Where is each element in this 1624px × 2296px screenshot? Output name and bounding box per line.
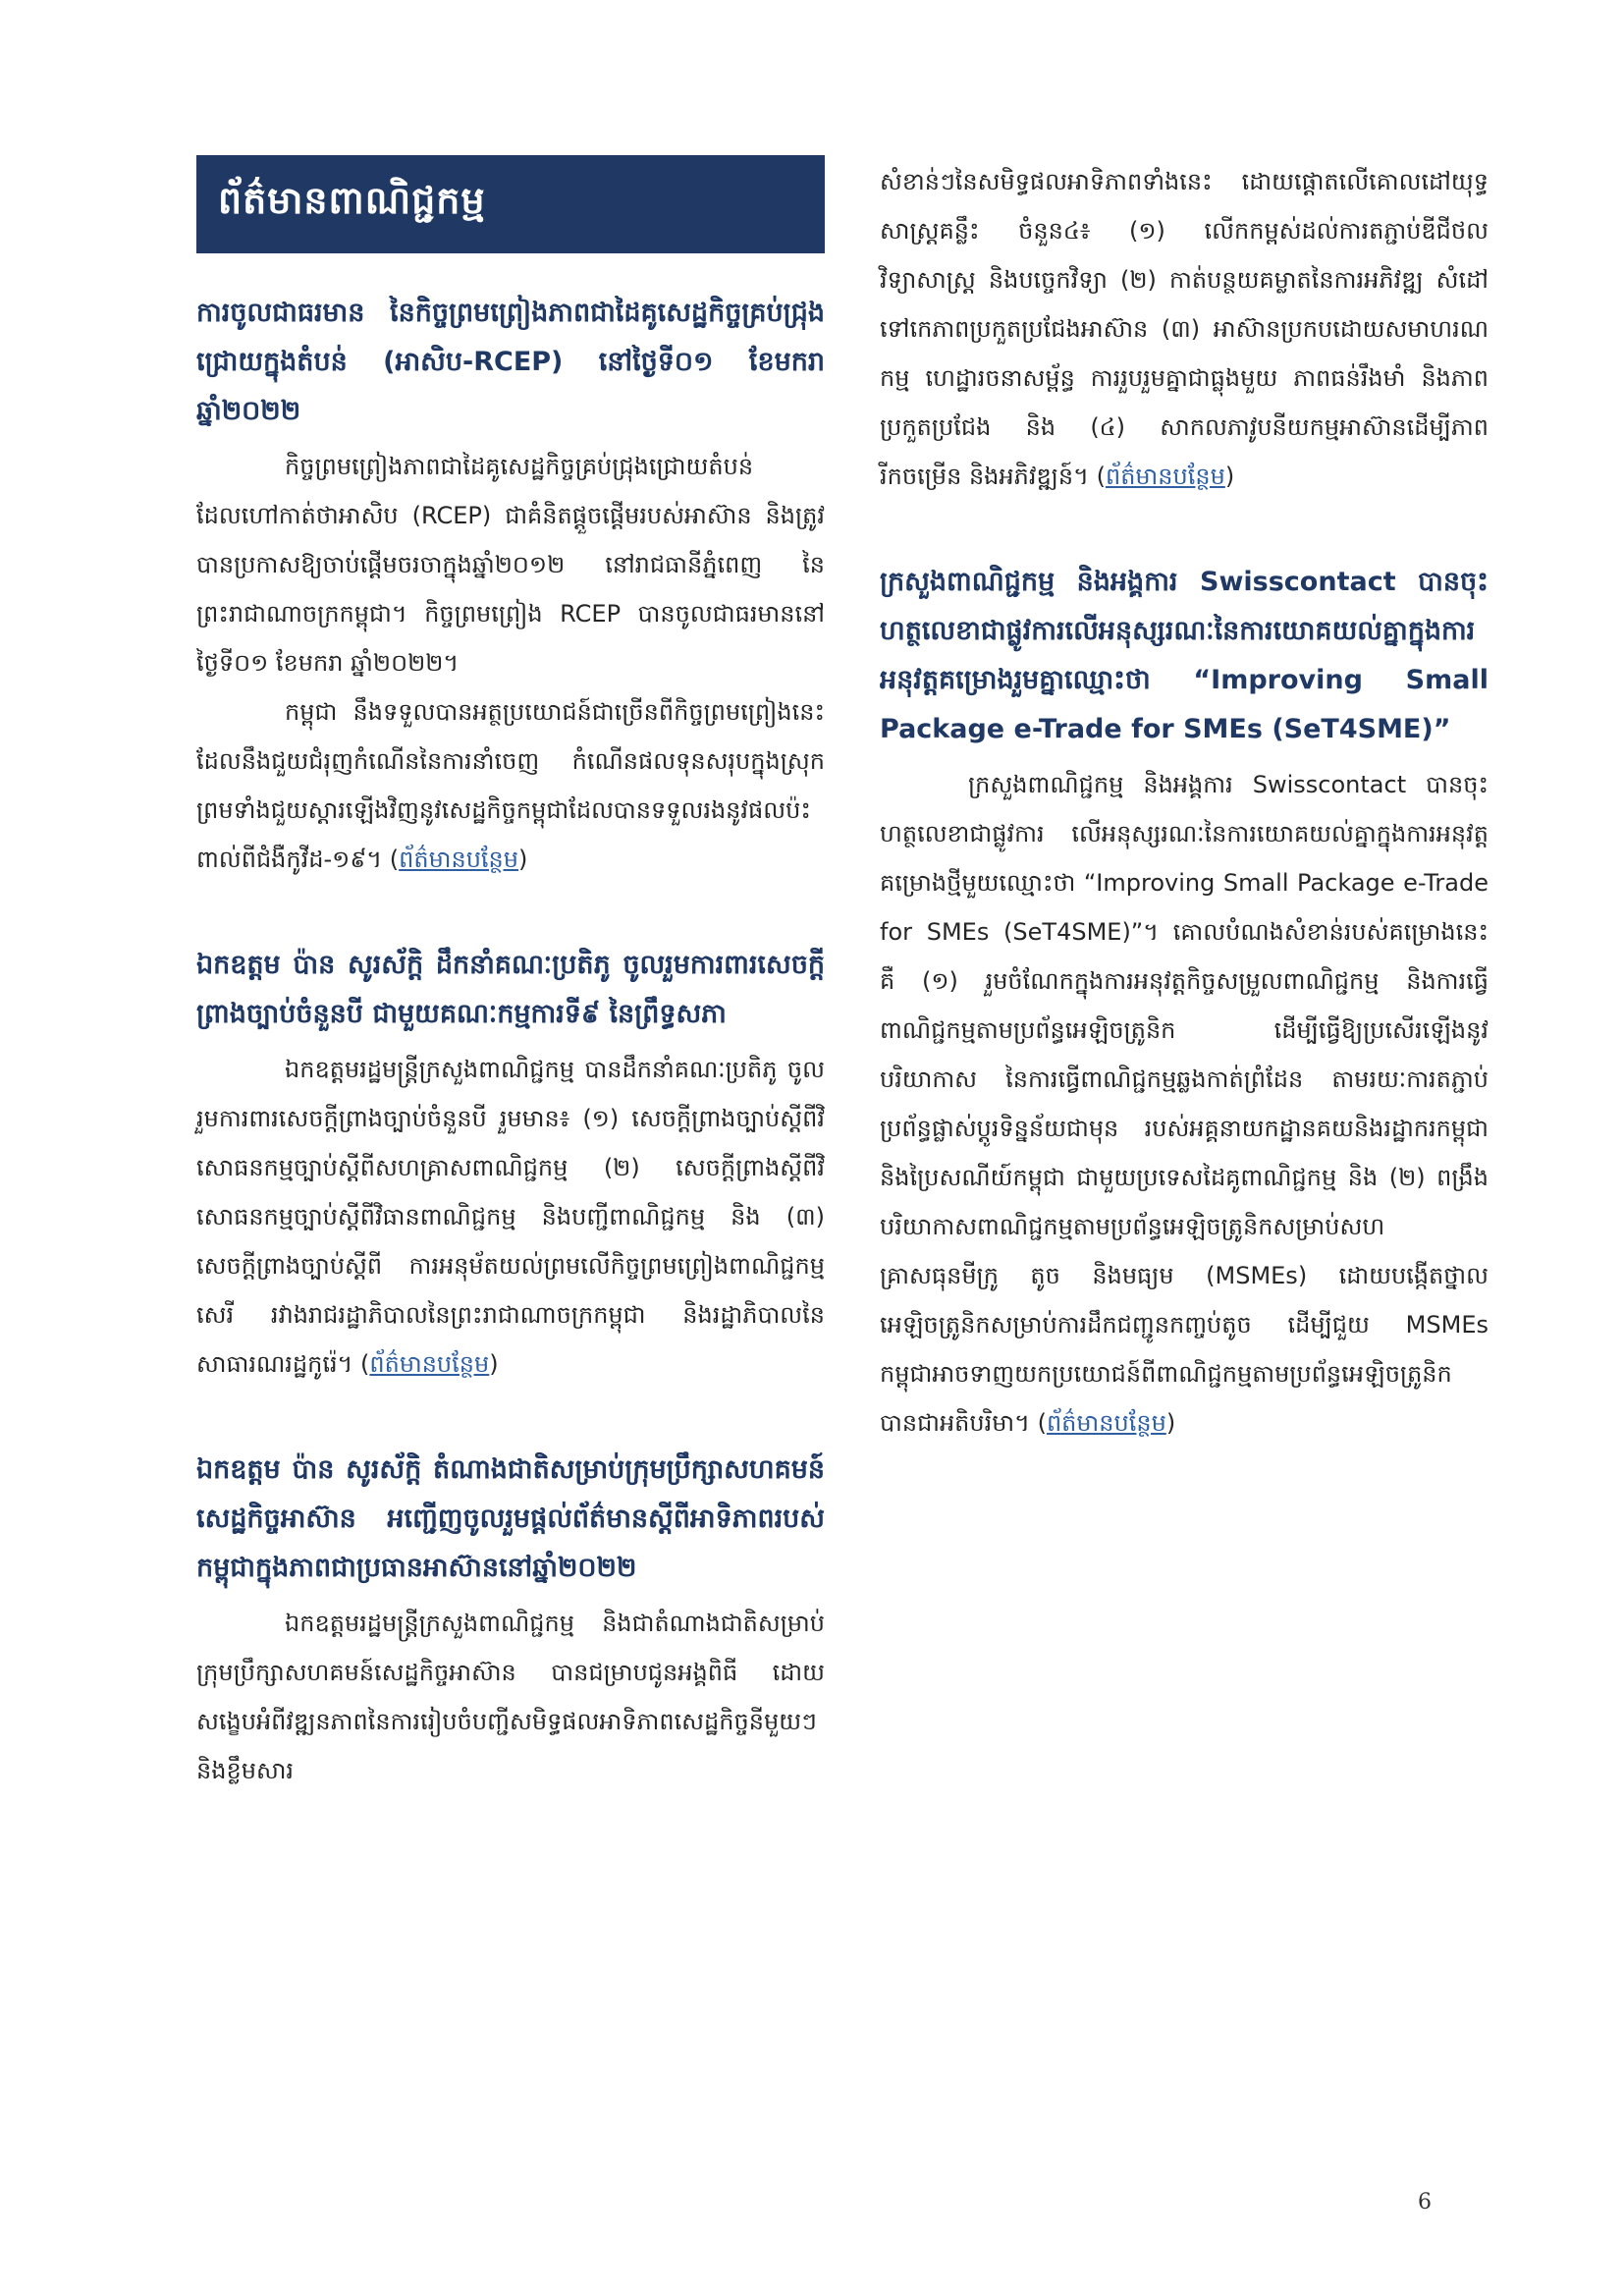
article-paragraph-text: កម្ពុជា នឹងទទួលបានអត្ថប្រយោជន៍ជាច្រើនពីកិច្ចព្រមព្រៀងនេះ ដែលនឹងជួយជំរុញកំណើននៃការនាំចេញ កំណើនផលទុនសរុបក្នុងស្រុក ព្រមទាំងជួយស្តារឡើងវិញនូវសេដ្ឋកិច្ចកម្ពុជាដែលបានទទួលរងនូវផលប៉ះពាល់ពីជំងឺកូវីដ-១៩។ [196,698,825,873]
more-info-link[interactable]: ព័ត៌មានបន្ថែម [1046,1409,1166,1437]
article-spacer [196,913,825,941]
article-headline: ឯកឧត្តម ប៉ាន សូរស័ក្តិ ដឹកនាំគណៈប្រតិភូ ចូលរួមការពារសេចក្តីព្រាងច្បាប់ចំនួនបី ជាមួយគណៈកម្មការទី៩ នៃព្រឹទ្ធសភា [196,950,825,1029]
article-asean-priorities-continued [880,157,1489,501]
more-info-link[interactable]: ព័ត៌មានបន្ថែម [399,846,519,873]
more-info-link[interactable]: ព័ត៌មានបន្ថែម [1105,463,1225,490]
right-column [880,157,1489,1477]
article-spacer [196,1418,825,1446]
article-asean-priorities [196,1446,825,1795]
article-headline: ការចូលជាធរមាន នៃកិច្ចព្រមព្រៀងភាពជាដៃគូសេដ្ឋកិច្ចគ្រប់ជ្រុងជ្រោយក្នុងតំបន់ (អាសិប-RCEP) នៅថ្ងៃទី០១ ខែមករា ឆ្នាំ២០២២ [196,298,825,426]
article-paragraph: ឯកឧត្តមរដ្ឋមន្ត្រីក្រសួងពាណិជ្ជកម្ម និងជាតំណាងជាតិសម្រាប់ក្រុមប្រឹក្សាសហគមន៍សេដ្ឋកិច្ចអាស៊ាន បានជម្រាបជូនអង្គពិធី ដោយសង្ខេបអំពីវឌ្ឍនភាពនៃការរៀបចំបញ្ជីសមិទ្ធផលអាទិភាពសេដ្ឋកិច្ចនីមួយៗ និងខ្លឹមសារ [196,1610,825,1784]
article-paragraph-text: ក្រសួងពាណិជ្ជកម្ម និងអង្គការ Swisscontact បានចុះហត្ថលេខាជាផ្លូវការ លើអនុស្សរណៈនៃការយោគយល់គ្នាក្នុងការអនុវត្តគម្រោងថ្មីមួយឈ្មោះថា “Improving Small Package e-Trade for SMEs (SeT4SME)”។ គោលបំណងសំខាន់របស់គម្រោងនេះ គឺ (១) រួមចំណែកក្នុងការអនុវត្តកិច្ចសម្រួលពាណិជ្ជកម្ម និងការធ្វើពាណិជ្ជកម្មតាមប្រព័ន្ធអេឡិចត្រូនិក ដើម្បីធ្វើឱ្យប្រសើរឡើងនូវបរិយាកាស នៃការធ្វើពាណិជ្ជកម្មឆ្លងកាត់ព្រំដែន តាមរយៈការតភ្ជាប់ប្រព័ន្ធផ្លាស់ប្តូរទិន្នន័យជាមុន របស់អគ្គនាយកដ្ឋានគយនិងរដ្ឋាករកម្ពុជា និងប្រៃសណីយ៍កម្ពុជា ជាមួយប្រទេសដៃគូពាណិជ្ជកម្ម និង (២) ពង្រឹងបរិយាកាសពាណិជ្ជកម្មតាមប្រព័ន្ធអេឡិចត្រូនិកសម្រាប់សហគ្រាសធុនមីក្រូ តូច និងមធ្យម (MSMEs) ដោយបង្កើតថ្នាលអេឡិចត្រូនិកសម្រាប់ការដឹកជញ្ជូនកញ្ចប់តូច ដើម្បីជួយ MSMEs កម្ពុជាអាចទាញយកប្រយោជន៍ពីពាណិជ្ជកម្មតាមប្រព័ន្ធអេឡិចត្រូនិកបានជាអតិបរិមា។ [880,771,1489,1437]
left-column [196,155,825,1825]
article-headline: ឯកឧត្តម ប៉ាន សូរស័ក្តិ តំណាងជាតិសម្រាប់ក្រុមប្រឹក្សាសហគមន៍សេដ្ឋកិច្ចអាស៊ាន អញ្ជើញចូលរួមផ្តល់ព័ត៌មានស្តីពីអាទិភាពរបស់កម្ពុជាក្នុងភាពជាប្រធានអាស៊ាននៅឆ្នាំ២០២២ [196,1454,825,1583]
more-info-link[interactable]: ព័ត៌មានបន្ថែម [369,1350,490,1378]
article-swisscontact [880,558,1489,1448]
article-rcep [196,289,825,884]
article-headline: ក្រសួងពាណិជ្ជកម្ម និងអង្គការ Swisscontact បានចុះហត្ថលេខាជាផ្លូវការលើអនុស្សរណៈនៃការយោគយល់គ្នាក្នុងការអនុវត្តគម្រោងរួមគ្នាឈ្មោះថា “Improving Small Package e-Trade for SMEs (SeT4SME)” [880,567,1489,744]
article-paragraph-with-link: កម្ពុជា នឹងទទួលបានអត្ថប្រយោជន៍ជាច្រើនពីកិច្ចព្រមព្រៀងនេះ ដែលនឹងជួយជំរុញកំណើននៃការនាំចេញ កំណើនផលទុនសរុបក្នុងស្រុក ព្រមទាំងជួយស្តារឡើងវិញនូវសេដ្ឋកិច្ចកម្ពុជាដែលបានទទួលរងនូវផលប៉ះពាល់ពីជំងឺកូវីដ-១៩។ (ព័ត៌មានបន្ថែម) [196,698,825,873]
article-senate-laws [196,941,825,1389]
page-number: 6 [1418,2190,1432,2214]
article-paragraph-with-link: សំខាន់ៗនៃសមិទ្ធផលអាទិភាពទាំងនេះ ដោយផ្តោតលើគោលដៅយុទ្ធសាស្ត្រគន្លឹះ ចំនួន៤៖ (១) លើកកម្ពស់ដល់ការតភ្ជាប់ឌីជីថល វិទ្យាសាស្ត្រ និងបច្ចេកវិទ្យា (២) កាត់បន្ថយគម្លាតនៃការអភិវឌ្ឍ សំដៅទៅកេភាពប្រកួតប្រជែងអាស៊ាន (៣) អាស៊ានប្រកបដោយសមាហរណកម្ម ហេដ្ឋារចនាសម្ព័ន្ធ ការរួបរួមគ្នាជាធ្លុងមួយ ភាពធន់រឹងមាំ និងភាពប្រកួតប្រជែង និង (៤) សាកលភាវូបនីយកម្មអាស៊ានដើម្បីភាពរីកចម្រើន និងអភិវឌ្ឍន៍។ (ព័ត៌មានបន្ថែម) [880,168,1489,490]
article-paragraph-with-link: ក្រសួងពាណិជ្ជកម្ម និងអង្គការ Swisscontact បានចុះហត្ថលេខាជាផ្លូវការ លើអនុស្សរណៈនៃការយោគយល់គ្នាក្នុងការអនុវត្តគម្រោងថ្មីមួយឈ្មោះថា “Improving Small Package e-Trade for SMEs (SeT4SME)”។ គោលបំណងសំខាន់របស់គម្រោងនេះ គឺ (១) រួមចំណែកក្នុងការអនុវត្តកិច្ចសម្រួលពាណិជ្ជកម្ម និងការធ្វើពាណិជ្ជកម្មតាមប្រព័ន្ធអេឡិចត្រូនិក ដើម្បីធ្វើឱ្យប្រសើរឡើងនូវបរិយាកាស នៃការធ្វើពាណិជ្ជកម្មឆ្លងកាត់ព្រំដែន តាមរយៈការតភ្ជាប់ប្រព័ន្ធផ្លាស់ប្តូរទិន្នន័យជាមុន របស់អគ្គនាយកដ្ឋានគយនិងរដ្ឋាករកម្ពុជា និងប្រៃសណីយ៍កម្ពុជា ជាមួយប្រទេសដៃគូពាណិជ្ជកម្ម និង (២) ពង្រឹងបរិយាកាសពាណិជ្ជកម្មតាមប្រព័ន្ធអេឡិចត្រូនិកសម្រាប់សហគ្រាសធុនមីក្រូ តូច និងមធ្យម (MSMEs) ដោយបង្កើតថ្នាលអេឡិចត្រូនិកសម្រាប់ការដឹកជញ្ជូនកញ្ចប់តូច ដើម្បីជួយ MSMEs កម្ពុជាអាចទាញយកប្រយោជន៍ពីពាណិជ្ជកម្មតាមប្រព័ន្ធអេឡិចត្រូនិកបានជាអតិបរិមា។ (ព័ត៌មានបន្ថែម) [880,771,1489,1437]
article-spacer [880,530,1489,558]
article-paragraph: កិច្ចព្រមព្រៀងភាពជាដៃគូសេដ្ឋកិច្ចគ្រប់ជ្រុងជ្រោយតំបន់ ដែលហៅកាត់ថាអាសិប (RCEP) ជាគំនិតផ្តួចផ្តើមរបស់អាស៊ាន និងត្រូវបានប្រកាសឱ្យចាប់ផ្តើមចរចាក្នុងឆ្នាំ២០១២ នៅរាជធានីភ្នំពេញ នៃព្រះរាជាណាចក្រកម្ពុជា។ កិច្ចព្រមព្រៀង RCEP បានចូលជាធរមាននៅថ្ងៃទី០១ ខែមករា ឆ្នាំ២០២២។ [196,453,825,677]
article-paragraph-with-link: ឯកឧត្តមរដ្ឋមន្ត្រីក្រសួងពាណិជ្ជកម្ម បានដឹកនាំគណៈប្រតិភូ ចូលរួមការពារសេចក្តីព្រាងច្បាប់ចំនួនបី រួមមាន៖ (១) សេចក្តីព្រាងច្បាប់ស្តីពីវិសោធនកម្មច្បាប់ស្តីពីសហគ្រាសពាណិជ្ជកម្ម (២) សេចក្តីព្រាងស្តីពីវិសោធនកម្មច្បាប់ស្តីពីវិធានពាណិជ្ជកម្ម និងបញ្ជីពាណិជ្ជកម្ម និង (៣) សេចក្តីព្រាងច្បាប់ស្តីពី ការអនុម័តយល់ព្រមលើកិច្ចព្រមព្រៀងពាណិជ្ជកម្មសេរី រវាងរាជរដ្ឋាភិបាលនៃព្រះរាជាណាចក្រកម្ពុជា និងរដ្ឋាភិបាលនៃសាធារណរដ្ឋកូរ៉េ។ (ព័ត៌មានបន្ថែម) [196,1056,825,1378]
section-banner [196,155,825,253]
section-title: ព័ត៌មានពាណិជ្ជកម្ម [218,179,486,222]
article-paragraph-text: សំខាន់ៗនៃសមិទ្ធផលអាទិភាពទាំងនេះ ដោយផ្តោតលើគោលដៅយុទ្ធសាស្ត្រគន្លឹះ ចំនួន៤៖ (១) លើកកម្ពស់ដល់ការតភ្ជាប់ឌីជីថល វិទ្យាសាស្ត្រ និងបច្ចេកវិទ្យា (២) កាត់បន្ថយគម្លាតនៃការអភិវឌ្ឍ សំដៅទៅកេភាពប្រកួតប្រជែងអាស៊ាន (៣) អាស៊ានប្រកបដោយសមាហរណកម្ម ហេដ្ឋារចនាសម្ព័ន្ធ ការរួបរួមគ្នាជាធ្លុងមួយ ភាពធន់រឹងមាំ និងភាពប្រកួតប្រជែង និង (៤) សាកលភាវូបនីយកម្មអាស៊ានដើម្បីភាពរីកចម្រើន និងអភិវឌ្ឍន៍។ [880,168,1489,490]
article-paragraph-text: ឯកឧត្តមរដ្ឋមន្ត្រីក្រសួងពាណិជ្ជកម្ម បានដឹកនាំគណៈប្រតិភូ ចូលរួមការពារសេចក្តីព្រាងច្បាប់ចំនួនបី រួមមាន៖ (១) សេចក្តីព្រាងច្បាប់ស្តីពីវិសោធនកម្មច្បាប់ស្តីពីសហគ្រាសពាណិជ្ជកម្ម (២) សេចក្តីព្រាងស្តីពីវិសោធនកម្មច្បាប់ស្តីពីវិធានពាណិជ្ជកម្ម និងបញ្ជីពាណិជ្ជកម្ម និង (៣) សេចក្តីព្រាងច្បាប់ស្តីពី ការអនុម័តយល់ព្រមលើកិច្ចព្រមព្រៀងពាណិជ្ជកម្មសេរី រវាងរាជរដ្ឋាភិបាលនៃព្រះរាជាណាចក្រកម្ពុជា និងរដ្ឋាភិបាលនៃសាធារណរដ្ឋកូរ៉េ។ [196,1056,825,1378]
